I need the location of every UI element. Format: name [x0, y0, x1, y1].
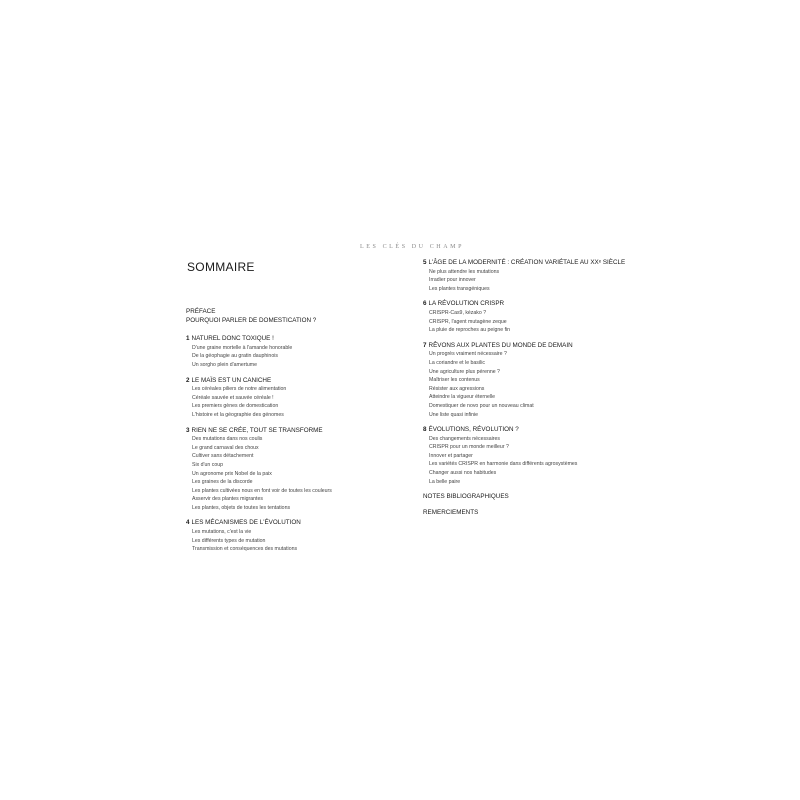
toc-entry: La coriandre et le basilic	[429, 359, 485, 366]
chapter-title: RÊVONS AUX PLANTES DU MONDE DE DEMAIN	[428, 341, 573, 349]
toc-entry: Les céréales piliers de notre alimentation	[192, 386, 287, 393]
toc-entry: Cultiver sans détachement	[192, 453, 254, 460]
toc-entry: Transmission et conséquences des mutations	[192, 546, 298, 553]
toc-entry: Changer aussi nos habitudes	[429, 470, 497, 477]
toc-entry: Asservir des plantes migrantes	[192, 496, 263, 503]
toc-entry: CRISPR pour un monde meilleur ?	[429, 444, 509, 451]
right-chapter-list	[423, 259, 628, 486]
toc-entry: Les premiers gènes de domestication	[192, 403, 279, 410]
toc-entry: Un sorgho plein d'amertume	[192, 361, 258, 368]
toc-entry: CRISPR-Cas9, kézako ?	[429, 309, 487, 316]
toc-entry: La pluie de reproches au peigne fin	[429, 327, 511, 334]
toc-entry: Six d'un coup	[192, 461, 223, 468]
preface-subtitle: POURQUOI PARLER DE DOMESTICATION ?	[186, 316, 317, 324]
chapter-heading	[423, 259, 628, 268]
chapter-number: 4	[186, 519, 190, 527]
toc-entry: Résister aux agressions	[429, 385, 485, 392]
toc-entry: Un progrès vraiment nécessaire ?	[429, 351, 507, 358]
chapter-heading	[186, 377, 391, 386]
toc-entry: Des mutations dans nos coulis	[192, 436, 263, 443]
toc-left-column	[186, 308, 391, 554]
toc-entry: Les plantes cultivées nous en font voir de toutes les couleurs	[192, 487, 332, 494]
preface-block	[186, 308, 391, 325]
chapter-number: 8	[423, 426, 427, 434]
toc-right-column	[423, 259, 628, 517]
toc-entry: Les variétés CRISPR en harmonie dans différents agrosystèmes	[429, 461, 578, 468]
toc-entry: Innover et partager	[429, 452, 473, 459]
toc-entry: Un agronome prix Nobel de la paix	[192, 470, 272, 477]
toc-entry: Céréale sauvée et sauvée céréale !	[192, 394, 274, 401]
back-matter-thanks: REMERCIEMENTS	[423, 508, 479, 516]
toc-entry: Les différents types de mutation	[192, 537, 266, 544]
page-title: SOMMAIRE	[187, 260, 255, 274]
chapter-heading	[186, 335, 391, 344]
chapter-heading	[186, 427, 391, 436]
toc-entry: Les graines de la discorde	[192, 479, 253, 486]
toc-entry: Domestiquer de novo pour un nouveau climat	[429, 402, 534, 409]
toc-entry: Une liste quasi infinie	[429, 411, 479, 418]
chapter-heading	[423, 300, 628, 309]
toc-entry: La belle paire	[429, 478, 461, 485]
toc-entry: Atteindre la vigueur éternelle	[429, 394, 496, 401]
chapter-title: NATUREL DONC TOXIQUE !	[191, 335, 274, 343]
chapter-title: RIEN NE SE CRÉE, TOUT SE TRANSFORME	[191, 426, 323, 434]
chapter-title: LA RÉVOLUTION CRISPR	[428, 300, 505, 308]
toc-entry: De la géophagie au gratin dauphinois	[192, 353, 278, 360]
preface-title: PRÉFACE	[186, 308, 216, 315]
chapter-number: 2	[186, 376, 190, 384]
back-matter-notes: NOTES BIBLIOGRAPHIQUES	[423, 493, 509, 501]
chapter-number: 5	[423, 259, 427, 266]
toc-entry: D'une graine mortelle à l'amande honorable	[192, 344, 293, 351]
chapter-heading	[423, 426, 628, 435]
chapter-title: LE MAÏS EST UN CANICHE	[191, 376, 272, 384]
toc-entry: Une agriculture plus pérenne ?	[429, 368, 500, 375]
chapter-heading	[423, 342, 628, 351]
toc-entry: Les plantes, objets de toutes les tentations	[192, 504, 291, 511]
chapter-heading	[186, 519, 391, 528]
toc-entry: Irradier pour innover	[429, 277, 476, 284]
chapter-number: 3	[186, 426, 190, 434]
chapter-title: L'ÂGE DE LA MODERNITÉ : CRÉATION VARIÉTALE AU XXᵉ SIÈCLE	[428, 259, 626, 266]
running-header: LES CLÉS DU CHAMP	[360, 244, 465, 250]
toc-entry: Le grand carnaval des choux	[192, 444, 259, 451]
chapter-number: 6	[423, 300, 427, 308]
chapter-number: 7	[423, 341, 427, 349]
toc-entry: Maîtriser les contenus	[429, 377, 480, 384]
toc-entry: Les plantes transgéniques	[429, 285, 490, 292]
toc-entry: CRISPR, l'agent mutagène zeque	[429, 318, 507, 325]
toc-entry: L'histoire et la géographie des génomes	[192, 411, 284, 418]
chapter-title: ÉVOLUTIONS, RÉVOLUTION ?	[428, 426, 519, 434]
chapter-title: LES MÉCANISMES DE L'ÉVOLUTION	[191, 519, 301, 527]
left-chapter-list	[186, 335, 391, 554]
chapter-number: 1	[186, 335, 190, 343]
toc-entry: Ne plus attendre les mutations	[429, 268, 500, 275]
toc-entry: Les mutations, c'est la vie	[192, 529, 252, 536]
toc-entry: Des changements nécessaires	[429, 435, 500, 442]
